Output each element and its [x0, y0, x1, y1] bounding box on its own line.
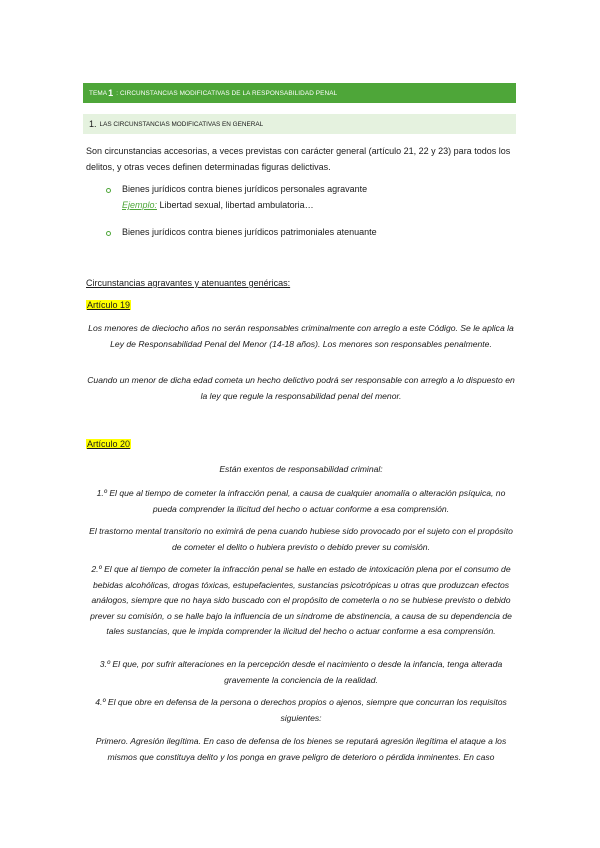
bullet-circle-icon — [106, 188, 111, 193]
example-label: Ejemplo: — [122, 200, 158, 210]
article-20-paragraph-1: 1.º El que al tiempo de cometer la infracción penal, a causa de cualquier anomalía o alteración psíquica, no pueda comprender la ilicitud del hecho o actuar conforme a esa comprensión. — [96, 488, 506, 514]
tema-number: 1 — [108, 88, 114, 98]
bullet-circle-icon — [106, 231, 111, 236]
generic-circumstances-header: Circunstancias agravantes y atenuantes genéricas: — [86, 278, 291, 288]
article-19-paragraph-1 — [86, 321, 516, 352]
tema-heading-bar — [83, 83, 516, 103]
article-20-label: Artículo 20 — [87, 439, 131, 449]
article-20-paragraph-4: 3.º El que, por sufrir alteraciones en la percepción desde el nacimiento o desde la infancia, tenga alterada gravemente la conciencia de la realidad. — [99, 659, 503, 685]
tema-prefix: TEMA — [89, 89, 108, 97]
article-20-intro: Están exentos de responsabilidad criminal: — [219, 464, 383, 474]
section-number: 1. — [89, 119, 97, 129]
art19-p1-rest: Se le aplica la Ley de Responsabilidad Penal del Menor (14-18 años). Los menores son responsables penalmente. — [110, 323, 514, 349]
bullet-item-personales — [122, 181, 367, 198]
article-20-paragraph-2: El trastorno mental transitorio no eximirá de pena cuando hubiese sido provocado por el sujeto con el propósito de cometer el delito o hubiera previsto o debido prever su comisión. — [89, 526, 513, 552]
bullet-example — [122, 197, 314, 213]
bullet-text: Bienes jurídicos contra bienes jurídicos patrimoniales — [122, 227, 337, 237]
section-title: LAS CIRCUNSTANCIAS MODIFICATIVAS EN GENERAL — [99, 120, 264, 128]
example-text: Libertad sexual, libertad ambulatoria… — [157, 200, 314, 210]
article-19-label: Artículo 19 — [87, 300, 131, 310]
article-19-paragraph-2: Cuando un menor de dicha edad cometa un hecho delictivo podrá ser responsable con arreglo a lo dispuesto en la ley que regule la responsabilidad penal del menor. — [87, 375, 515, 401]
article-20-paragraph-6: Primero. Agresión ilegítima. En caso de defensa de los bienes se reputará agresión ilegítima el ataque a los mismos que constituya delito y los ponga en grave peligro de deterioro o pérdida inminentes. En caso — [95, 736, 507, 762]
tema-title: : CIRCUNSTANCIAS MODIFICATIVAS DE LA RESPONSABILIDAD PENAL — [116, 89, 338, 97]
article-20-paragraph-3: 2.º El que al tiempo de cometer la infracción penal se halle en estado de intoxicación plena por el consumo de bebidas alcohólicas, drogas tóxicas, estupefacientes, sustancias psicotrópicas u otras que produzcan efectos análogos, siempre que no haya sido buscado con el propósito de cometerla o no se hubiese previsto o debido prever su comisión, o se halle bajo la influencia de un síndrome de abstinencia, a causa de su dependencia de tales sustancias, que le impida comprender la ilicitud del hecho o actuar conforme a esa comprensión. — [90, 564, 512, 636]
intro-paragraph: Son circunstancias accesorias, a veces previstas con carácter general (artículo 21, 22 y 23) para todos los delitos, y otras veces definen determinadas figuras delictivas. — [86, 146, 511, 172]
bullet-item-patrimoniales — [122, 224, 377, 241]
article-20-paragraph-5: 4.º El que obre en defensa de la persona o derechos propios o ajenos, siempre que concurran los requisitos siguientes: — [95, 697, 507, 723]
section-heading-bar — [83, 114, 516, 134]
bullet-result: agravante — [327, 184, 368, 194]
bullet-text: Bienes jurídicos contra bienes jurídicos personales — [122, 184, 328, 194]
art19-p1-text: Los menores de dieciocho años no serán responsables criminalmente con arreglo a este Código. — [88, 323, 458, 333]
bullet-result: atenuante — [336, 227, 377, 237]
